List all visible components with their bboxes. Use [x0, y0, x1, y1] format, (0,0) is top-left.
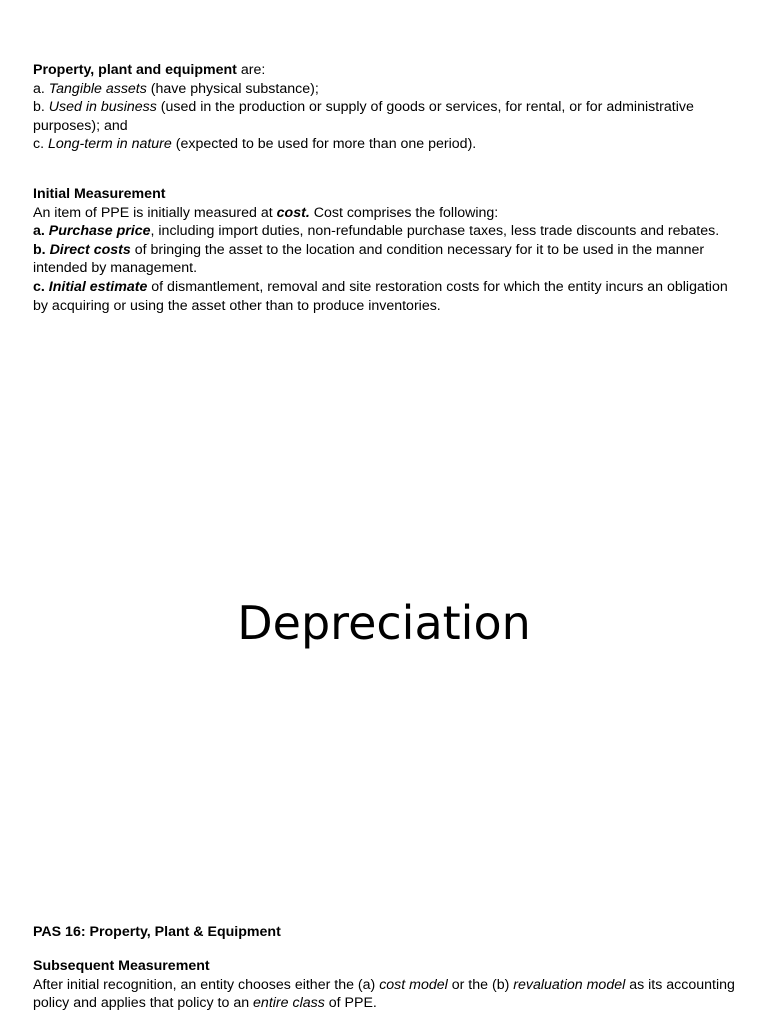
- cost-item-a-term-text: Purchase price: [48, 223, 151, 240]
- slide-title: Depreciation: [237, 596, 531, 650]
- ppe-item-b-prefix: b.: [33, 99, 49, 116]
- cost-item-c: [33, 278, 745, 315]
- cost-item-b-text: of bringing the asset to the location and condition necessary for it to be used in the manner intended by management.: [33, 241, 705, 277]
- cost-item-c-term: [49, 279, 148, 295]
- ppe-item-a-text: (have physical substance);: [146, 80, 319, 97]
- cost-item-a-text: , including import duties, non-refundable purchase taxes, less trade discounts and rebates.: [150, 223, 720, 240]
- subsequent-text-4: of PPE.: [324, 995, 377, 1012]
- ppe-item-b: [33, 98, 745, 135]
- ppe-item-c-term: Long-term in nature: [47, 136, 172, 153]
- cost-item-c-term-text: Initial estimate: [48, 278, 148, 295]
- cost-model-term: cost model: [379, 976, 448, 993]
- ppe-item-b-text: (used in the production or supply of goods or services, for rental, or for administrative purposes); and: [33, 99, 694, 134]
- cost-item-b-term: [50, 242, 131, 258]
- pas-heading: PAS 16: Property, Plant & Equipment: [33, 924, 281, 940]
- subsequent-measurement-heading-line: [33, 957, 745, 976]
- intro-text-after: Cost comprises the following:: [309, 204, 499, 221]
- ppe-item-a-prefix: a.: [33, 80, 49, 97]
- initial-measurement-intro: [33, 204, 745, 223]
- ppe-item-a: [33, 80, 745, 99]
- ppe-heading-line: [33, 61, 745, 80]
- ppe-heading-rest: are:: [236, 62, 266, 78]
- subsequent-text-1: After initial recognition, an entity chooses either the (a): [33, 976, 380, 993]
- cost-item-a-term: [49, 223, 151, 239]
- subsequent-text-2: or the (b): [447, 976, 514, 993]
- ppe-definition-section: [33, 61, 745, 154]
- ppe-item-c-text: (expected to be used for more than one period).: [171, 136, 477, 153]
- initial-measurement-section: [33, 185, 745, 315]
- initial-measurement-heading: Initial Measurement: [33, 186, 166, 202]
- cost-item-b-prefix: b.: [33, 241, 50, 258]
- intro-cost-term-text: cost.: [276, 204, 310, 221]
- cost-item-c-text: of dismantlement, removal and site restoration costs for which the entity incurs an obligation by acquiring or using the asset other than to produce inventories.: [33, 278, 728, 314]
- cost-item-b-term-text: Direct costs: [49, 241, 131, 258]
- subsequent-text-3: as its accounting policy and applies that policy to an: [33, 976, 735, 1012]
- cost-item-a-prefix: a.: [33, 223, 49, 240]
- initial-measurement-heading-line: [33, 185, 745, 204]
- subsequent-measurement-heading: Subsequent Measurement: [33, 958, 210, 974]
- cost-item-c-prefix: c.: [33, 278, 49, 295]
- intro-cost-term: [277, 205, 310, 221]
- subsequent-measurement-section: [33, 957, 745, 1013]
- pas-section: [33, 923, 745, 942]
- cost-item-a: [33, 222, 745, 241]
- ppe-item-c-prefix: c.: [33, 136, 48, 153]
- pas-heading-line: [33, 923, 745, 942]
- ppe-heading: Property, plant and equipment: [33, 62, 237, 78]
- ppe-item-a-term: Tangible assets: [48, 80, 147, 97]
- entire-class-term: entire class: [253, 995, 325, 1012]
- intro-text-before: An item of PPE is initially measured at: [33, 204, 277, 221]
- ppe-item-c: [33, 135, 745, 154]
- revaluation-model-term: revaluation model: [513, 976, 626, 993]
- ppe-item-b-term: Used in business: [48, 99, 157, 116]
- subsequent-measurement-text: [33, 976, 745, 1013]
- cost-item-b: [33, 241, 745, 278]
